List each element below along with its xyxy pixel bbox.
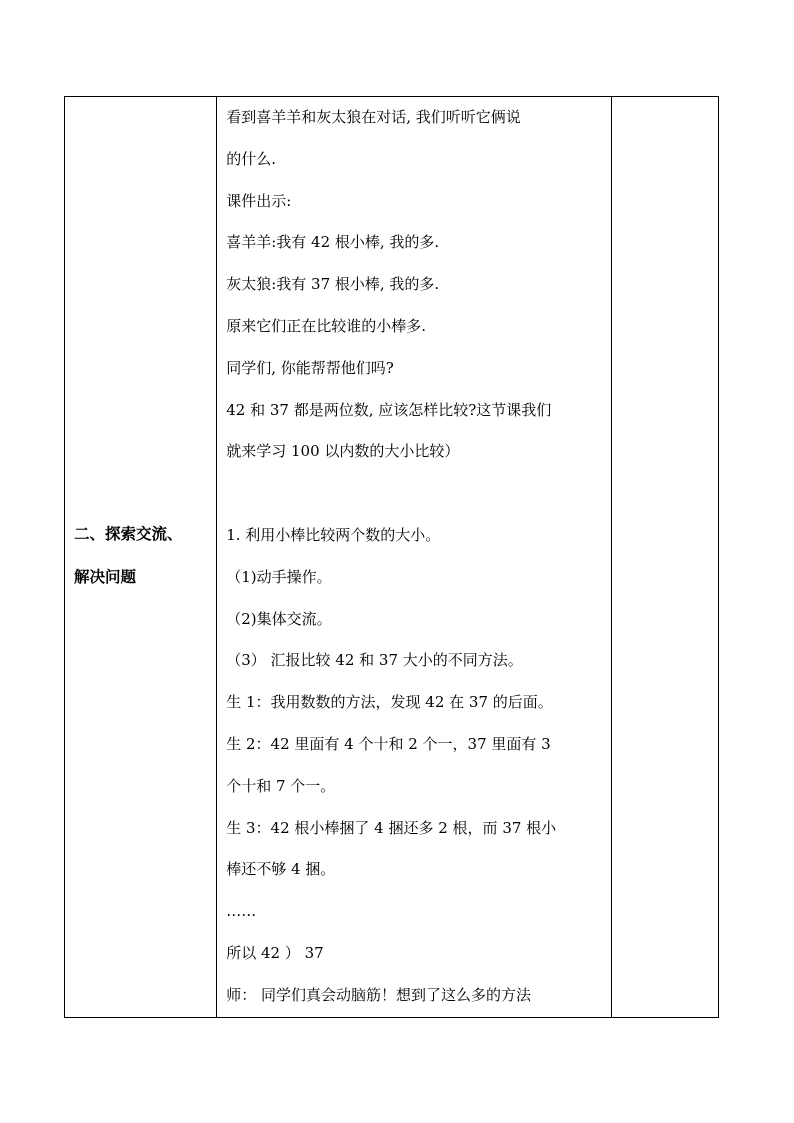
blank-line xyxy=(226,473,607,515)
content-line: 喜羊羊:我有 42 根小棒, 我的多. xyxy=(226,233,440,252)
content-line: 原来它们正在比较谁的小棒多. xyxy=(226,316,426,335)
content-line: （2)集体交流。 xyxy=(226,609,332,628)
table-row xyxy=(65,97,719,1018)
content-line: 师： 同学们真会动脑筋！想到了这么多的方法 xyxy=(226,985,531,1004)
content-line: （1)动手操作。 xyxy=(226,567,332,586)
notes-cell xyxy=(611,97,718,1018)
content-line: …… xyxy=(226,902,257,921)
content-line: 课件出示: xyxy=(226,191,292,210)
content-line: 生 3：42 根小棒捆了 4 捆还多 2 根，而 37 根小 xyxy=(226,818,557,837)
content-line: 棒还不够 4 捆。 xyxy=(226,860,336,879)
lesson-plan-table xyxy=(64,96,719,1018)
content-line: 生 2：42 里面有 4 个十和 2 个一，37 里面有 3 xyxy=(226,734,551,753)
content-line: （3） 汇报比较 42 和 37 大小的不同方法。 xyxy=(226,651,523,670)
content-line: 看到喜羊羊和灰太狼在对话, 我们听听它俩说 xyxy=(226,108,521,126)
content-line: 同学们, 你能帮帮他们吗? xyxy=(226,358,394,377)
stage-cell xyxy=(65,97,217,1018)
content-line: 1. 利用小棒比较两个数的大小。 xyxy=(226,525,441,544)
stage-label-line-2: 解决问题 xyxy=(74,568,137,586)
content-line: 42 和 37 都是两位数, 应该怎样比较?这节课我们 xyxy=(226,400,552,419)
content-line: 所以 42 ） 37 xyxy=(226,943,324,962)
content-line: 生 1：我用数数的方法，发现 42 在 37 的后面。 xyxy=(226,693,553,712)
content-line: 灰太狼:我有 37 根小棒, 我的多. xyxy=(226,275,440,294)
content-line: 个十和 7 个一。 xyxy=(226,776,336,795)
stage-label-line-1: 二、探索交流、 xyxy=(74,525,183,543)
content-line: 就来学习 100 以内数的大小比较） xyxy=(226,442,460,461)
content-line: 的什么. xyxy=(226,149,276,168)
content-cell xyxy=(217,97,612,1018)
